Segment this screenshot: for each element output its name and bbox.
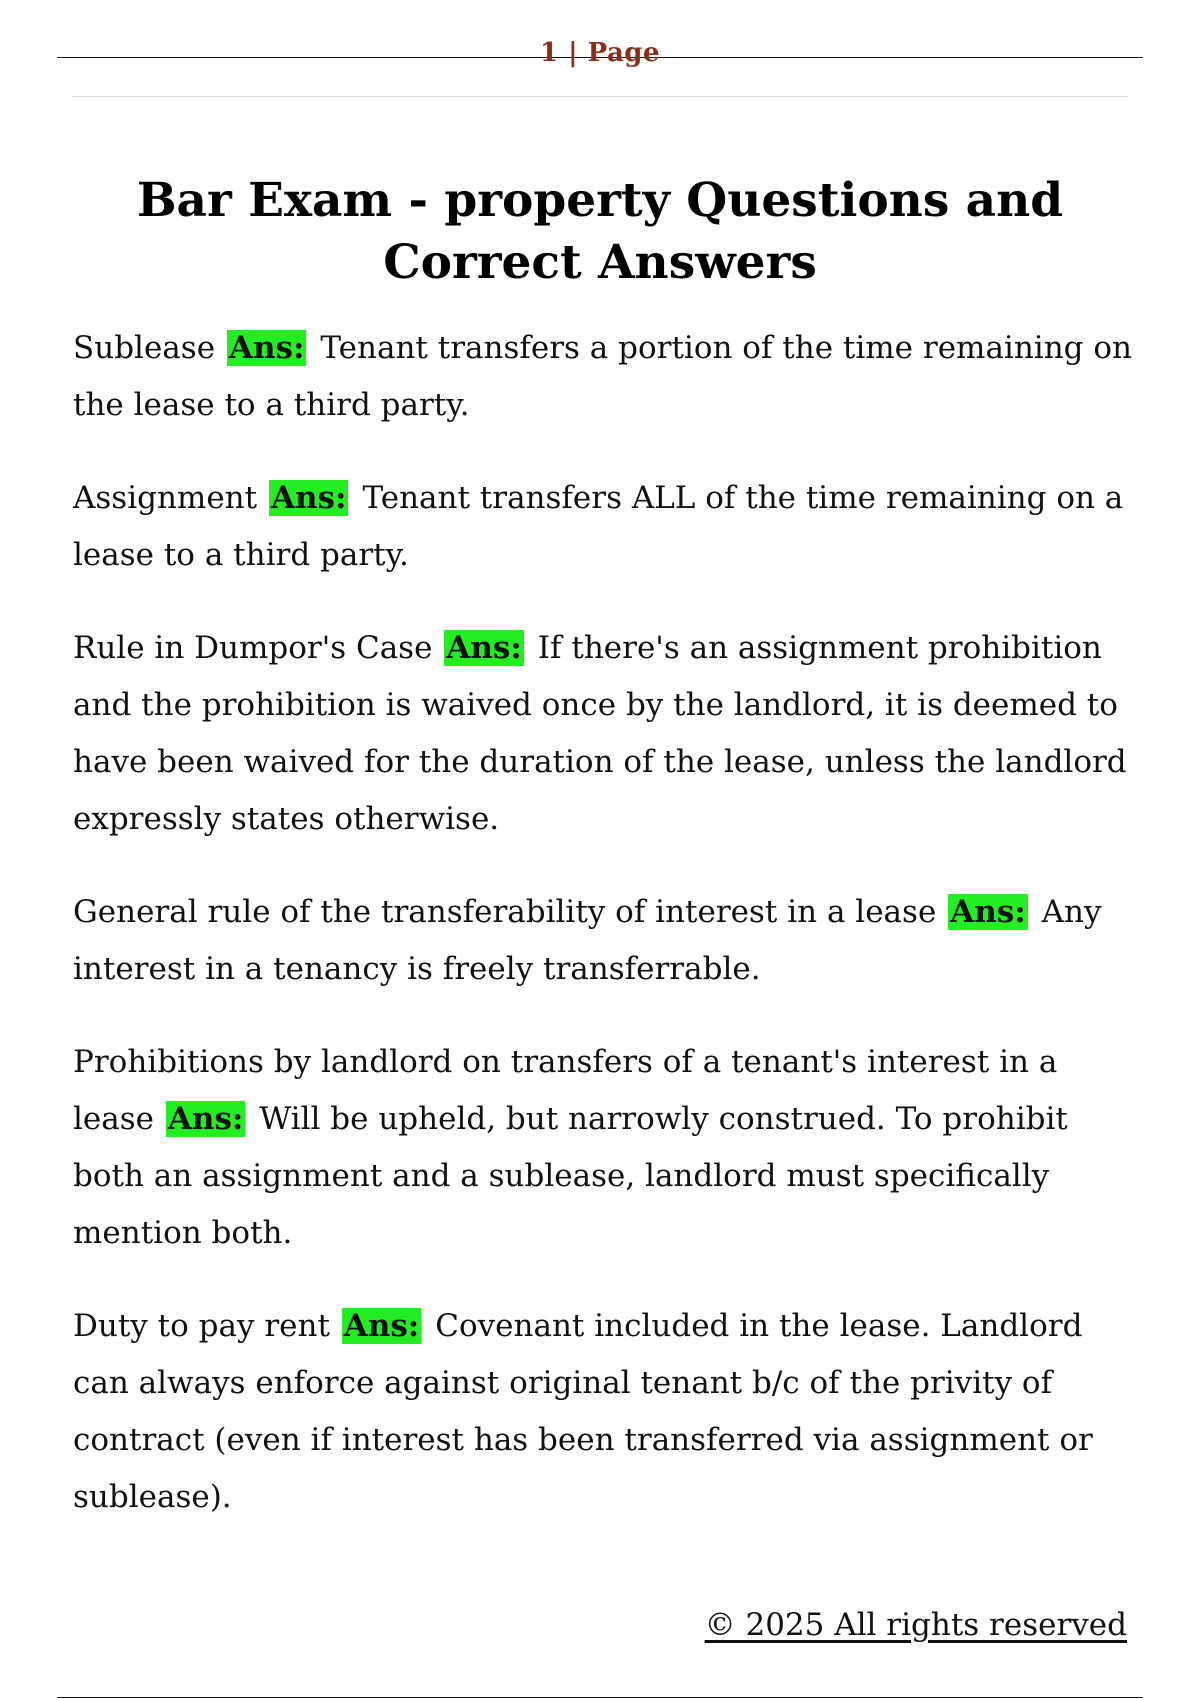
answer-label: Ans: xyxy=(167,1101,244,1137)
page-number: 1 | Page xyxy=(539,38,661,68)
copyright-notice: © 2025 All rights reserved xyxy=(704,1607,1127,1643)
header-divider xyxy=(72,96,1128,97)
qa-item xyxy=(73,470,1133,584)
answer-text: Any interest in a tenancy is freely transferrable. xyxy=(73,894,1102,987)
qa-item xyxy=(73,884,1133,998)
footer-rule xyxy=(57,1697,1143,1698)
qa-item xyxy=(73,620,1133,848)
question-text: Sublease xyxy=(73,330,216,366)
question-text: Duty to pay rent xyxy=(73,1308,330,1344)
answer-label: Ans: xyxy=(228,330,305,366)
answer-text: Covenant included in the lease. Landlord can always enforce against original tenant b/c of the privity of contract (even if interest has been transferred via assignment or sublease). xyxy=(73,1308,1093,1515)
question-text: Prohibitions by landlord on transfers of a tenant's interest in a lease xyxy=(73,1044,1058,1137)
document-title: Bar Exam - property Questions and Correct Answers xyxy=(136,173,1064,290)
question-text: Assignment xyxy=(73,480,258,516)
answer-label: Ans: xyxy=(343,1308,420,1344)
answer-text: Will be upheld, but narrowly construed. To prohibit both an assignment and a sublease, landlord must specifically mention both. xyxy=(73,1101,1068,1251)
answer-text: If there's an assignment prohibition and the prohibition is waived once by the landlord, it is deemed to have been waived for the duration of the lease, unless the landlord expressly states otherwise. xyxy=(73,630,1127,837)
answer-text: Tenant transfers a portion of the time remaining on the lease to a third party. xyxy=(73,330,1133,423)
qa-item xyxy=(73,1298,1133,1526)
question-text: General rule of the transferability of interest in a lease xyxy=(73,894,937,930)
answer-label: Ans: xyxy=(950,894,1026,930)
answer-label: Ans: xyxy=(446,630,522,666)
qa-item xyxy=(73,1034,1133,1262)
qa-list xyxy=(73,320,1133,1562)
question-text: Rule in Dumpor's Case xyxy=(73,630,433,666)
answer-text: Tenant transfers ALL of the time remaining on a lease to a third party. xyxy=(73,480,1124,573)
answer-label: Ans: xyxy=(270,480,347,516)
qa-item xyxy=(73,320,1133,434)
